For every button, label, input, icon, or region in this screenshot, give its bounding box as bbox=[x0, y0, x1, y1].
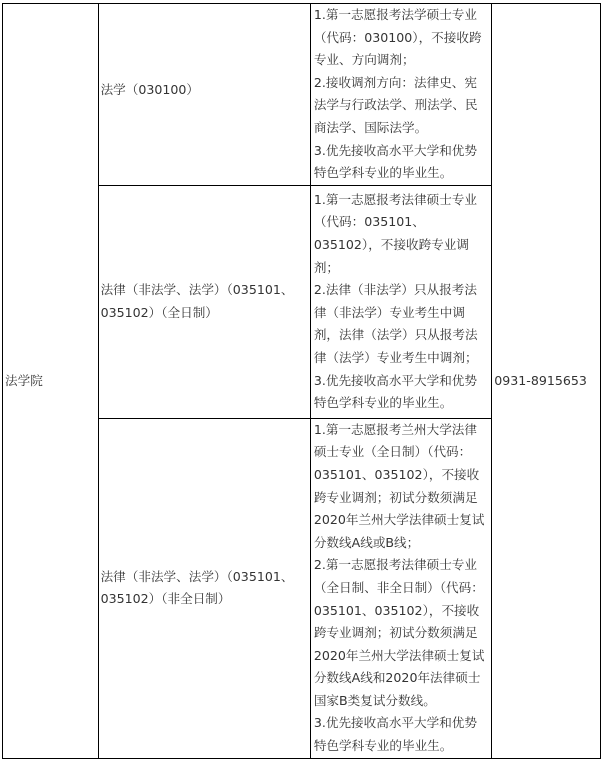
requirement-item: 1.第一志愿报考法学硕士专业（代码：030100），不接收跨专业、方向调剂； bbox=[313, 7, 482, 68]
requirements-cell bbox=[310, 4, 491, 186]
requirement-item: 1.第一志愿报考兰州大学法律硕士专业（全日制）（代码：035101、035102），不接收跨专业调剂；初试分数须满足2020年兰州大学法律硕士复试分数线A线或B线； bbox=[313, 421, 485, 550]
requirement-item: 3.优先接收高水平大学和优势特色学科专业的毕业生。 bbox=[313, 372, 477, 411]
phone-cell bbox=[492, 4, 601, 759]
requirement-item: 2.接收调剂方向：法律史、宪法学与行政法学、刑法学、民商法学、国际法学。 bbox=[313, 74, 478, 135]
requirement-item: 2.法律（非法学）只从报考法律（非法学）专业考生中调剂，法律（法学）只从报考法律（法学）专业考生中调剂； bbox=[313, 282, 478, 365]
requirements-cell bbox=[310, 418, 491, 758]
major-name: 法律（非法学、法学）（035101、035102）（非全日制） bbox=[100, 568, 294, 607]
requirement-item: 3.优先接收高水平大学和优势特色学科专业的毕业生。 bbox=[313, 142, 477, 181]
college-name: 法学院 bbox=[5, 372, 43, 388]
requirements-cell bbox=[310, 185, 491, 418]
major-cell bbox=[98, 4, 310, 186]
major-name: 法学（030100） bbox=[100, 82, 200, 98]
adjustment-table bbox=[2, 3, 601, 759]
table-row bbox=[3, 4, 601, 186]
requirement-item: 3.优先接收高水平大学和优势特色学科专业的毕业生。 bbox=[313, 715, 477, 754]
major-cell bbox=[98, 418, 310, 758]
requirement-item: 2.第一志愿报考法律硕士专业（全日制、非全日制）（代码：035101、035102），不接收跨专业调剂；初试分数须满足2020年兰州大学法律硕士复试分数线A线和2020年法律硕士国家B类复试分数线。 bbox=[313, 557, 485, 708]
major-cell bbox=[98, 185, 310, 418]
contact-phone: 0931-8915653 bbox=[494, 372, 587, 388]
college-cell bbox=[3, 4, 99, 759]
requirement-item: 1.第一志愿报考法律硕士专业（代码：035101、035102），不接收跨专业调剂； bbox=[313, 191, 477, 275]
major-name: 法律（非法学、法学）（035101、035102）（全日制） bbox=[100, 282, 294, 320]
